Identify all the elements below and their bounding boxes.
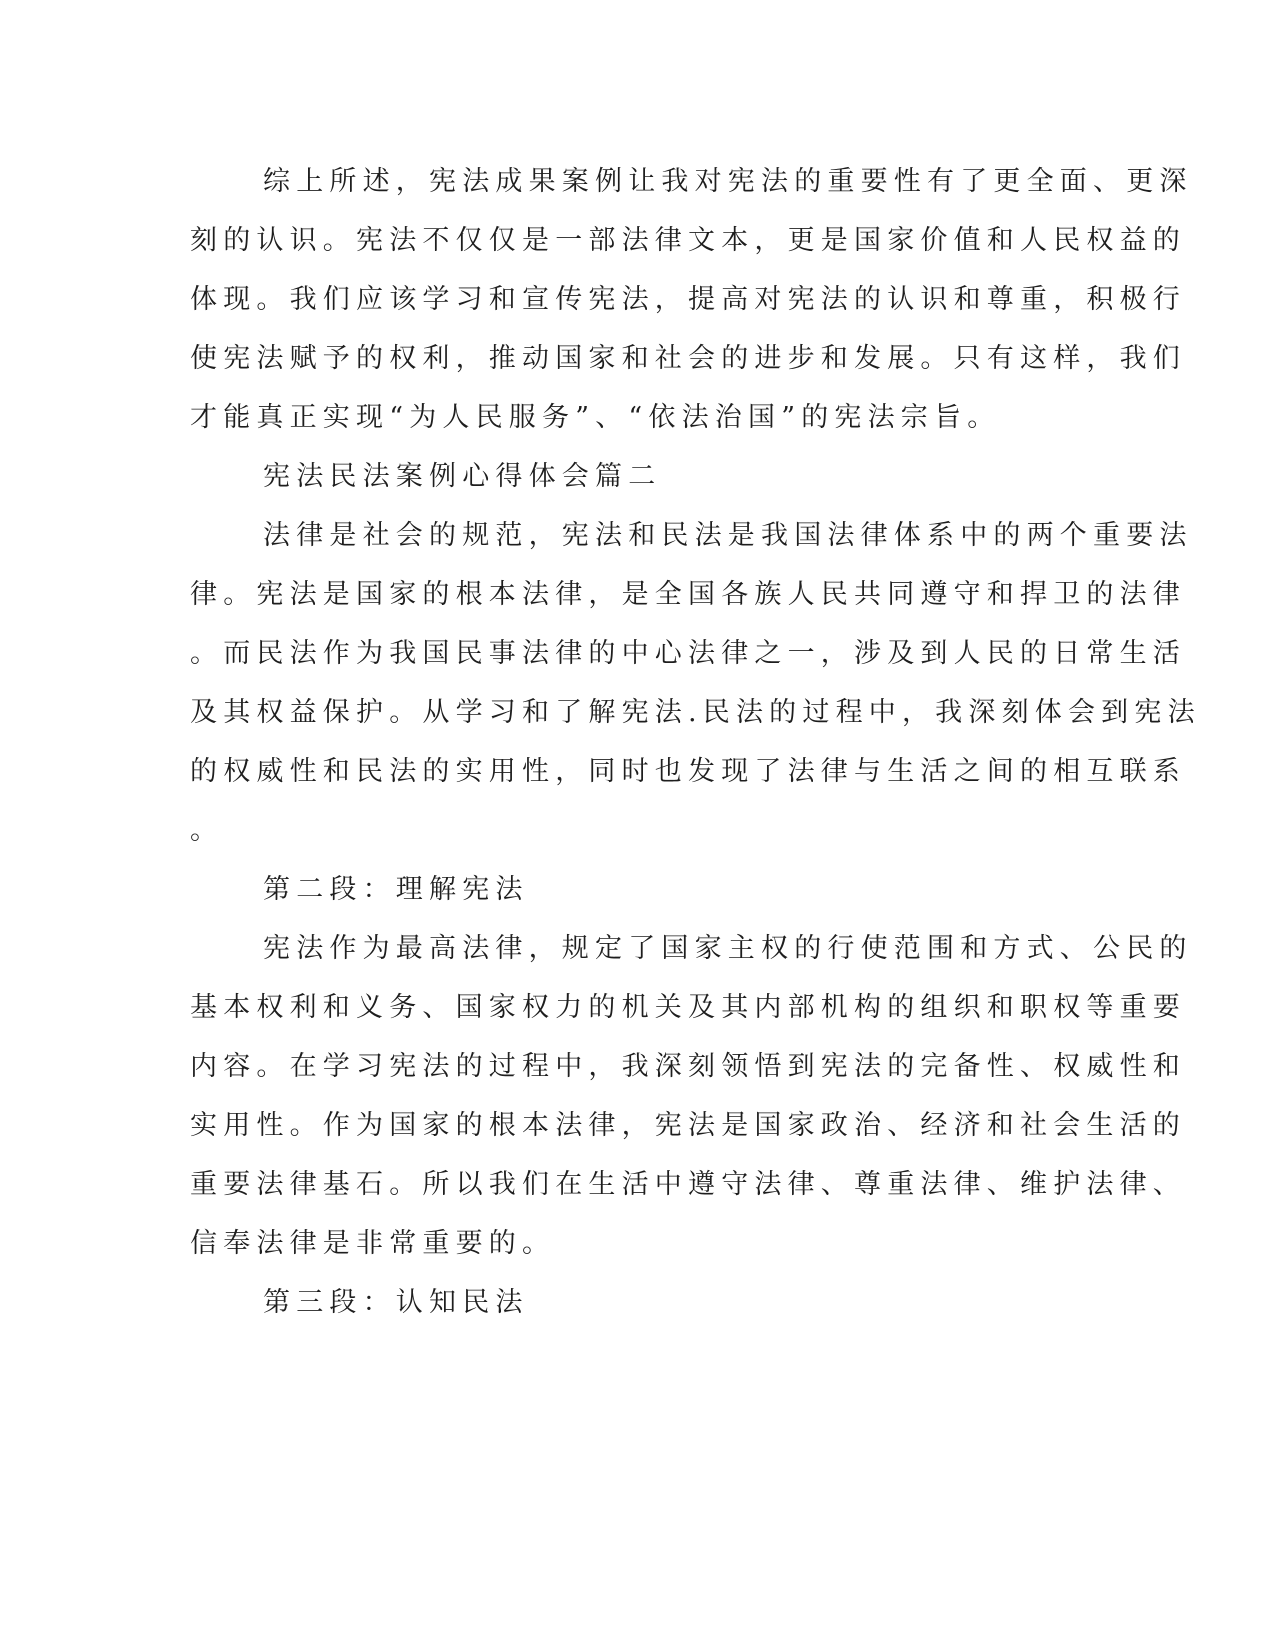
subheading-second: 第二段：理解宪法: [263, 874, 529, 905]
paragraph-2-line-3: 。而民法作为我国民事法律的中心法律之一，涉及到人民的日常生活: [190, 638, 1186, 669]
paragraph-3-line-3: 内容。在学习宪法的过程中，我深刻领悟到宪法的完备性、权威性和: [190, 1051, 1186, 1082]
paragraph-2-line-5: 的权威性和民法的实用性，同时也发现了法律与生活之间的相互联系: [190, 756, 1186, 787]
paragraph-1-line-5: 才能真正实现“为人民服务”、“依法治国”的宪法宗旨。: [190, 402, 1001, 433]
paragraph-3-line-4: 实用性。作为国家的根本法律，宪法是国家政治、经济和社会生活的: [190, 1110, 1186, 1141]
paragraph-2-line-1: 法律是社会的规范，宪法和民法是我国法律体系中的两个重要法: [263, 520, 1193, 551]
paragraph-1-line-2: 刻的认识。宪法不仅仅是一部法律文本，更是国家价值和人民权益的: [190, 225, 1186, 256]
paragraph-2-line-4: 及其权益保护。从学习和了解宪法.民法的过程中，我深刻体会到宪法: [190, 697, 1201, 728]
paragraph-1-line-3: 体现。我们应该学习和宣传宪法，提高对宪法的认识和尊重，积极行: [190, 284, 1186, 315]
paragraph-1-line-1: 综上所述，宪法成果案例让我对宪法的重要性有了更全面、更深: [263, 166, 1193, 197]
section-heading: 宪法民法案例心得体会篇二: [263, 461, 662, 492]
paragraph-3-line-5: 重要法律基石。所以我们在生活中遵守法律、尊重法律、维护法律、: [190, 1169, 1186, 1200]
subheading-third: 第三段：认知民法: [263, 1287, 529, 1318]
paragraph-2-line-2: 律。宪法是国家的根本法律，是全国各族人民共同遵守和捍卫的法律: [190, 579, 1186, 610]
paragraph-3-line-6: 信奉法律是非常重要的。: [190, 1228, 556, 1259]
paragraph-3-line-2: 基本权利和义务、国家权力的机关及其内部机构的组织和职权等重要: [190, 992, 1186, 1023]
paragraph-1-line-4: 使宪法赋予的权利，推动国家和社会的进步和发展。只有这样，我们: [190, 343, 1186, 374]
paragraph-3-line-1: 宪法作为最高法律，规定了国家主权的行使范围和方式、公民的: [263, 933, 1193, 964]
paragraph-2-line-6: 。: [190, 815, 224, 846]
